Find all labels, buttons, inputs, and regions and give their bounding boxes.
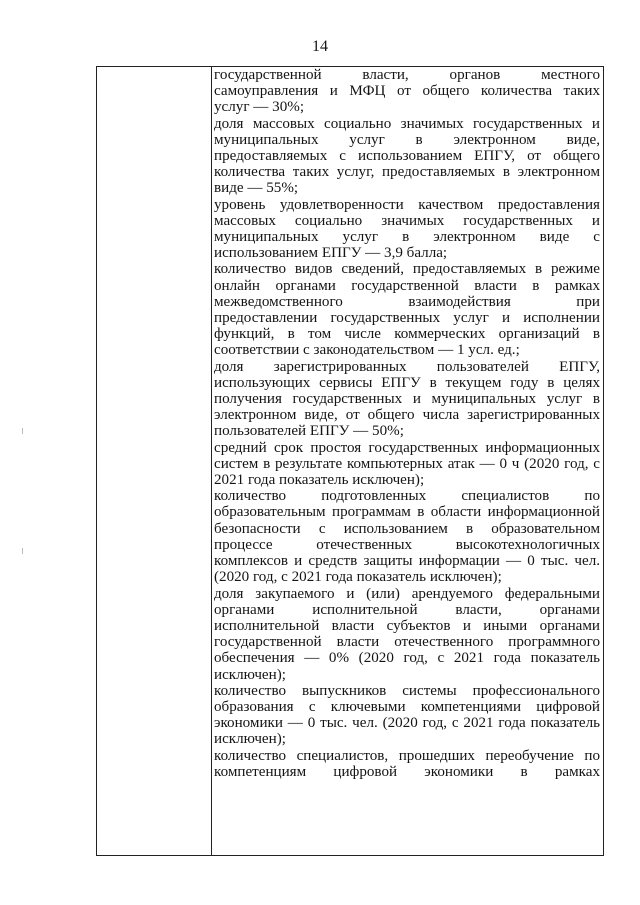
text-line: количество выпускников системы профессионального: [214, 682, 600, 699]
text-line: использующих сервисы ЕПГУ в текущем году в целях: [214, 374, 600, 391]
scan-margin-mark: [22, 428, 23, 434]
text-line: средний срок простоя государственных информационных: [214, 439, 600, 456]
text-line: использованием ЕПГУ — 3,9 балла;: [214, 245, 448, 262]
text-line: количества таких услуг, предоставляемых в электронном: [214, 164, 600, 181]
text-line: услуг — 30%;: [214, 99, 305, 116]
text-line: образования с ключевыми компетенциями цифровой: [214, 698, 600, 715]
text-line: муниципальных услуг в электронном виде,: [214, 131, 600, 148]
text-line: количество подготовленных специалистов по: [214, 488, 600, 505]
text-line: электронном виде, от общего числа зарегистрированных: [214, 407, 600, 424]
text-line: комплексов и средств защиты информации — 0 тыс. чел.: [214, 553, 600, 570]
text-line: обеспечения — 0% (2020 год, с 2021 года показатель: [214, 650, 600, 667]
text-line: экономики — 0 тыс. чел. (2020 год, с 2021 года показатель: [214, 715, 600, 732]
text-line: муниципальных услуг в электронном виде с: [214, 229, 600, 246]
text-line: количество специалистов, прошедших переобучение по: [214, 747, 600, 764]
text-line: пользователей ЕПГУ — 50%;: [214, 423, 404, 440]
text-line: исполнительной власти субъектов и иными органами: [214, 617, 600, 634]
text-line: доля зарегистрированных пользователей ЕПГУ,: [214, 358, 600, 375]
text-line: соответствии с законодательством — 1 усл. ед.;: [214, 342, 520, 359]
text-line: доля массовых социально значимых государственных и: [214, 115, 600, 132]
text-line: систем в результате компьютерных атак — 0 ч (2020 год, с: [214, 455, 600, 472]
column-divider: [211, 67, 212, 855]
text-line: органами исполнительной власти, органами: [214, 601, 600, 618]
text-line: уровень удовлетворенности качеством предоставления: [214, 196, 600, 213]
text-line: предоставлении государственных услуг и исполнении: [214, 310, 600, 327]
text-line: исключен);: [214, 666, 286, 683]
text-line: межведомственного взаимодействия при: [214, 293, 600, 310]
text-line: компетенциям цифровой экономики в рамках: [214, 763, 600, 780]
text-line: исключен);: [214, 731, 286, 748]
text-line: самоуправления и МФЦ от общего количества таких: [214, 83, 600, 100]
text-line: (2020 год, с 2021 года показатель исключен);: [214, 569, 502, 586]
text-line: образовательным программам в области информационной: [214, 504, 600, 521]
document-table: [96, 66, 604, 856]
page-number: 14: [312, 38, 328, 55]
text-line: виде — 55%;: [214, 180, 299, 197]
text-line: получения государственных и муниципальных услуг в: [214, 391, 600, 408]
text-line: функций, в том числе коммерческих организаций в: [214, 326, 600, 343]
text-line: массовых социально значимых государственных и: [214, 212, 600, 229]
text-line: предоставляемых с использованием ЕПГУ, от общего: [214, 148, 600, 165]
text-line: 2021 года показатель исключен);: [214, 472, 425, 489]
text-line: государственной власти отечественного программного: [214, 634, 600, 651]
text-line: онлайн органами государственной власти в рамках: [214, 277, 600, 294]
scan-margin-mark: [22, 548, 23, 554]
text-line: безопасности с использованием в образовательном: [214, 520, 600, 537]
table-left-cell: [97, 67, 211, 855]
text-line: процессе отечественных высокотехнологичных: [214, 536, 600, 553]
text-line: доля закупаемого и (или) арендуемого федеральными: [214, 585, 600, 602]
text-line: количество видов сведений, предоставляемых в режиме: [214, 261, 600, 278]
table-right-cell: [214, 67, 600, 780]
text-line: государственной власти, органов местного: [214, 67, 600, 83]
